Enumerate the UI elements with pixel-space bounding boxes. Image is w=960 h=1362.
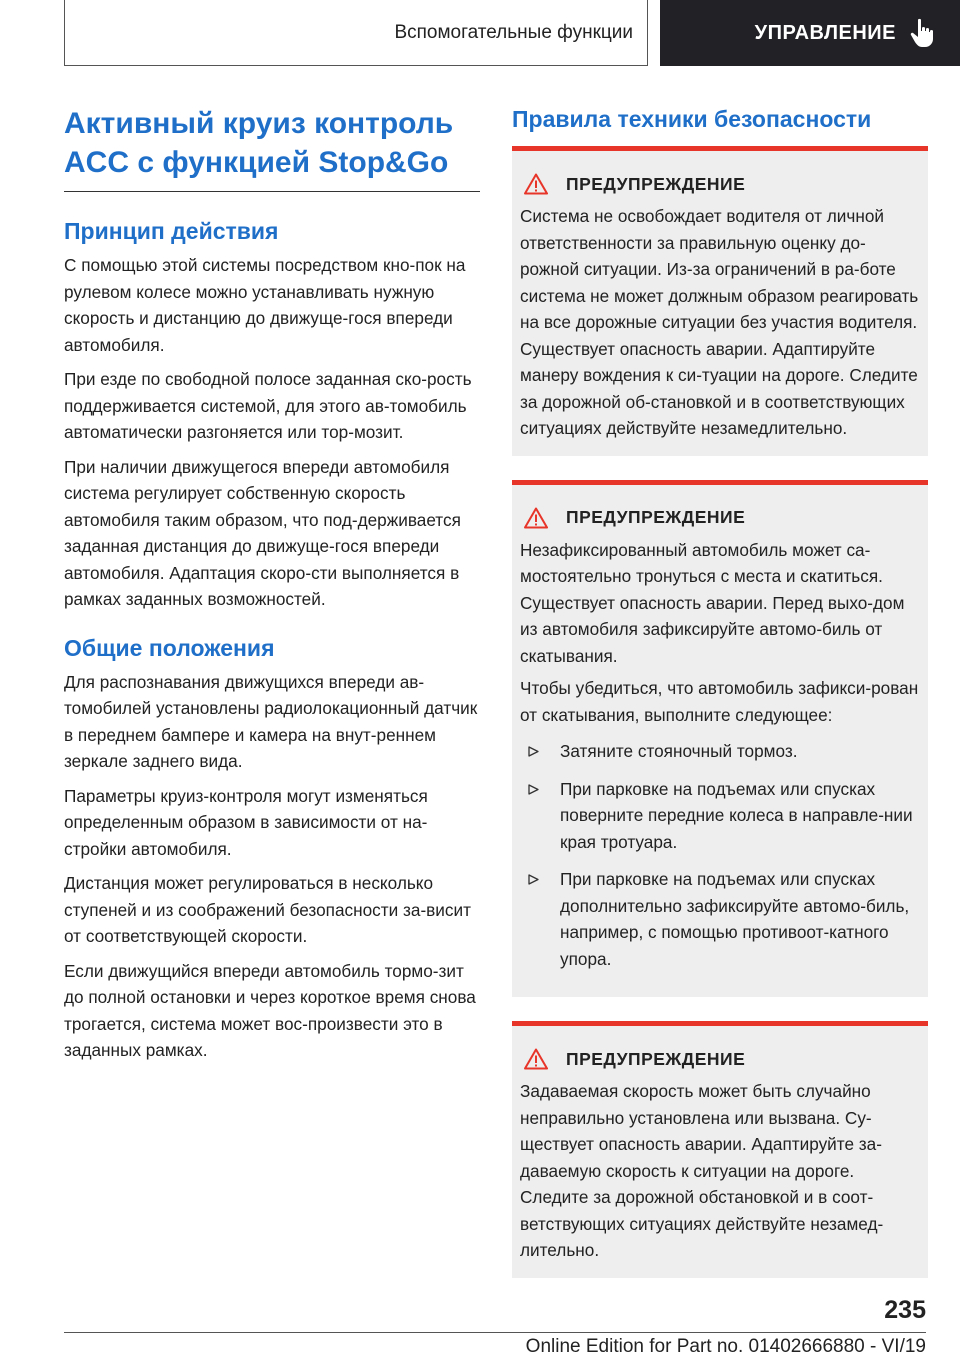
section-title: Общие положения — [64, 634, 275, 661]
paragraph: Параметры круиз-контроля могут изменяться определенным образом в зависимости от на-стройки автомобиля. — [64, 785, 428, 859]
page-number: 235 — [884, 1296, 926, 1324]
paragraph: Дистанция может регулироваться в несколько ступеней и из соображений безопасности за-висит от соответствующей скорости. — [64, 873, 471, 946]
warning-text: Чтобы убедиться, что автомобиль зафикси-рован от скатывания, выполните следующее: — [520, 678, 919, 725]
footer-divider — [64, 1332, 926, 1333]
triangle-bullet-icon — [520, 738, 560, 765]
paragraph: При езде по свободной полосе заданная ско-рость поддерживается системой, для этого ав-томобиль автоматически разгоняется или тор-мозит. — [64, 369, 472, 442]
warning-text: Задаваемая скорость может быть случайно неправильно установлена или вызвана. Су-ществует опасность аварии. Адаптируйте за-даваемую скорость к ситуации на дороге. Следите за дорожной обстановкой и в соот-ветствующих ситуациях действуйте незамед-лительно. — [520, 1081, 884, 1260]
section-tab — [64, 0, 648, 66]
warning-box — [512, 146, 928, 456]
warning-box — [512, 480, 928, 998]
list-item — [520, 738, 920, 765]
warning-label: ПРЕДУПРЕЖДЕНИЕ — [566, 173, 746, 194]
list-item-text: При парковке на подъемах или спусках дополнительно зафиксируйте автомо-биль, например, с помощью противоот-катного упора. — [560, 869, 910, 969]
chapter-label: УПРАВЛЕНИЕ — [754, 21, 896, 44]
footer-edition: Online Edition for Part no. 01402666880 - VI/19 — [525, 1336, 926, 1357]
list-item — [520, 776, 920, 856]
warning-header — [520, 171, 920, 197]
section-title-safety: Правила техники безопасности — [512, 106, 872, 132]
left-column — [64, 104, 480, 1064]
warning-triangle-icon — [524, 1048, 548, 1070]
triangle-bullet-icon — [520, 866, 560, 972]
warning-label: ПРЕДУПРЕЖДЕНИЕ — [566, 507, 746, 527]
page-title — [64, 104, 480, 192]
warning-text: Система не освобождает водителя от личной ответственности за правильную оценку до-рожной ситуации. Из-за ограничений в ра-боте система не может должным образом реагировать на все дорожные ситуации без участия водителя. Существует опасность аварии. Адаптируйте манеру вождения к си-туации на дороге. Следите за дорожной об-становкой и в соответствующих ситуациях действуйте незамедлительно. — [520, 206, 919, 438]
section-title: Принцип действия — [64, 218, 279, 244]
paragraph: При наличии движущегося впереди автомобиля система регулирует собственную скорость автомобиля таким образом, что под-держивается заданная дистанция до движуще-гося впереди автомобиля. Адаптация скоро-сти выполняется в рамках заданных возможностей. — [64, 456, 461, 609]
list-item — [520, 866, 920, 972]
section-general — [64, 633, 480, 1064]
triangle-bullet-icon — [520, 776, 560, 856]
page-title-line-1: Активный круиз контроль — [64, 107, 454, 140]
warning-triangle-icon — [524, 507, 548, 529]
right-column — [512, 104, 928, 1278]
warning-label: ПРЕДУПРЕЖДЕНИЕ — [566, 1048, 746, 1069]
list-item-text: При парковке на подъемах или спусках поверните передние колеса в направле-нии края тротуара. — [560, 778, 913, 852]
step-list — [520, 738, 920, 972]
paragraph: Если движущийся впереди автомобиль тормо-зит до полной остановки и через короткое время снова трогается, система может вос-произвести это в заданных рамках. — [64, 960, 476, 1060]
list-item-text: Затяните стояночный тормоз. — [560, 741, 798, 761]
page-title-line-2: ACC с функцией Stop&Go — [64, 146, 449, 179]
warning-header — [520, 505, 920, 531]
warning-header — [520, 1046, 920, 1072]
warning-box — [512, 1021, 928, 1278]
hand-pointer-icon — [910, 18, 936, 48]
paragraph: С помощью этой системы посредством кно-пок на рулевом колесе можно устанавливать нужную скорость и дистанцию до движуще-гося впереди автомобиля. — [64, 255, 466, 355]
warning-triangle-icon — [524, 173, 548, 195]
section-tab-label: Вспомогательные функции — [394, 21, 633, 43]
section-principle — [64, 216, 480, 613]
warning-text: Незафиксированный автомобиль может са-мостоятельно тронуться с места и скатиться. Существует опасность аварии. Перед выхо-дом из автомобиля зафиксируйте автомо-биль от скатывания. — [520, 539, 905, 666]
paragraph: Для распознавания движущихся впереди ав-томобилей установлены радиолокационный датчик в переднем бампере и камера на внут-реннем зеркале заднего вида. — [64, 671, 478, 771]
chapter-tab — [660, 0, 960, 66]
